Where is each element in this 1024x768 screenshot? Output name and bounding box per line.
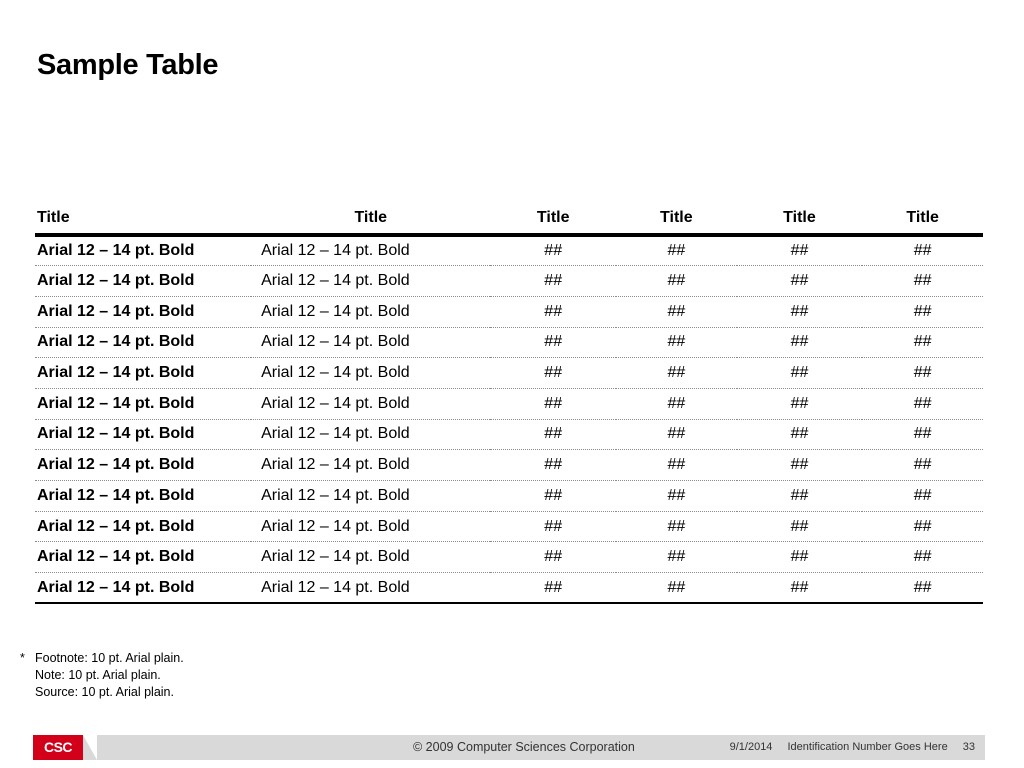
footer-meta [718,741,975,753]
copyright-text: © 2009 Computer Sciences Corporation [413,740,635,754]
table-cell: Arial 12 – 14 pt. Bold [251,327,490,358]
table-cell: ## [862,481,983,512]
table-cell: ## [737,235,863,266]
column-header: Title [862,204,983,235]
csc-logo: CSC [33,735,83,760]
table-cell: Arial 12 – 14 pt. Bold [251,296,490,327]
table-cell: ## [616,511,737,542]
table-cell: ## [490,542,616,573]
table-header-row [35,204,983,235]
footer-identification: Identification Number Goes Here [787,741,948,753]
table-cell: ## [490,573,616,604]
table-cell: ## [862,450,983,481]
table-cell: Arial 12 – 14 pt. Bold [35,388,251,419]
column-header: Title [616,204,737,235]
table-body [35,235,983,603]
footer-date: 9/1/2014 [729,741,773,753]
table-cell: ## [737,481,863,512]
table-cell: ## [862,542,983,573]
table-cell: ## [490,358,616,389]
table-cell: ## [616,481,737,512]
table-cell: ## [737,388,863,419]
table-cell: ## [862,327,983,358]
note-line: Note: 10 pt. Arial plain. [35,668,161,682]
table-cell: Arial 12 – 14 pt. Bold [35,511,251,542]
table-cell: ## [616,358,737,389]
table-row [35,511,983,542]
table-cell: Arial 12 – 14 pt. Bold [251,573,490,604]
table-cell: ## [616,542,737,573]
table-cell: Arial 12 – 14 pt. Bold [251,450,490,481]
table-cell: Arial 12 – 14 pt. Bold [251,266,490,297]
table-cell: ## [737,266,863,297]
table-cell: Arial 12 – 14 pt. Bold [35,296,251,327]
column-header: Title [490,204,616,235]
table-cell: ## [862,388,983,419]
table-cell: Arial 12 – 14 pt. Bold [35,450,251,481]
table-cell: Arial 12 – 14 pt. Bold [35,419,251,450]
table-cell: Arial 12 – 14 pt. Bold [251,481,490,512]
table-row [35,327,983,358]
table-cell: ## [490,296,616,327]
table-cell: ## [490,235,616,266]
footer-bar [33,735,985,760]
table-row [35,235,983,266]
page-number: 33 [962,741,975,753]
table-row [35,481,983,512]
table-cell: ## [490,450,616,481]
table-row [35,542,983,573]
table-cell: Arial 12 – 14 pt. Bold [251,542,490,573]
table-cell: ## [490,327,616,358]
table-row [35,573,983,604]
table-cell: ## [490,266,616,297]
table-cell: ## [862,358,983,389]
table-row [35,419,983,450]
table-cell: Arial 12 – 14 pt. Bold [251,419,490,450]
table-cell: ## [862,296,983,327]
table-cell: ## [737,573,863,604]
table-cell: Arial 12 – 14 pt. Bold [35,266,251,297]
table-cell: ## [490,419,616,450]
footnote-line: Footnote: 10 pt. Arial plain. [35,651,184,665]
table-row [35,266,983,297]
table-cell: ## [490,481,616,512]
table-cell: Arial 12 – 14 pt. Bold [35,573,251,604]
footnote-marker: * [20,651,25,665]
table-cell: ## [616,450,737,481]
footnotes [20,650,184,701]
table-cell: Arial 12 – 14 pt. Bold [35,542,251,573]
table-cell: Arial 12 – 14 pt. Bold [35,235,251,266]
table-cell: ## [737,419,863,450]
table-cell: Arial 12 – 14 pt. Bold [251,511,490,542]
column-header: Title [35,204,251,235]
source-line: Source: 10 pt. Arial plain. [35,685,174,699]
table-cell: ## [737,296,863,327]
table-cell: ## [490,511,616,542]
table-cell: Arial 12 – 14 pt. Bold [35,327,251,358]
table-cell: ## [490,388,616,419]
table-cell: ## [616,327,737,358]
table-cell: Arial 12 – 14 pt. Bold [35,481,251,512]
table-cell: Arial 12 – 14 pt. Bold [251,388,490,419]
slide-title: Sample Table [37,49,219,81]
table-cell: ## [737,358,863,389]
table-row [35,450,983,481]
table-cell: ## [862,266,983,297]
column-header: Title [737,204,863,235]
table-cell: ## [862,235,983,266]
table-cell: ## [737,450,863,481]
table-cell: ## [616,573,737,604]
table-cell: ## [616,235,737,266]
data-table [35,204,983,604]
table-row [35,358,983,389]
table-cell: Arial 12 – 14 pt. Bold [35,358,251,389]
table-cell: ## [616,388,737,419]
table-row [35,296,983,327]
table-cell: ## [737,542,863,573]
column-header: Title [251,204,490,235]
table-cell: ## [862,419,983,450]
logo-notch [83,735,97,760]
table-cell: ## [862,573,983,604]
table-cell: ## [616,296,737,327]
table-cell: Arial 12 – 14 pt. Bold [251,358,490,389]
table-row [35,388,983,419]
table-cell: ## [862,511,983,542]
table-cell: Arial 12 – 14 pt. Bold [251,235,490,266]
table-cell: ## [737,327,863,358]
table-cell: ## [616,266,737,297]
table-cell: ## [737,511,863,542]
table-cell: ## [616,419,737,450]
